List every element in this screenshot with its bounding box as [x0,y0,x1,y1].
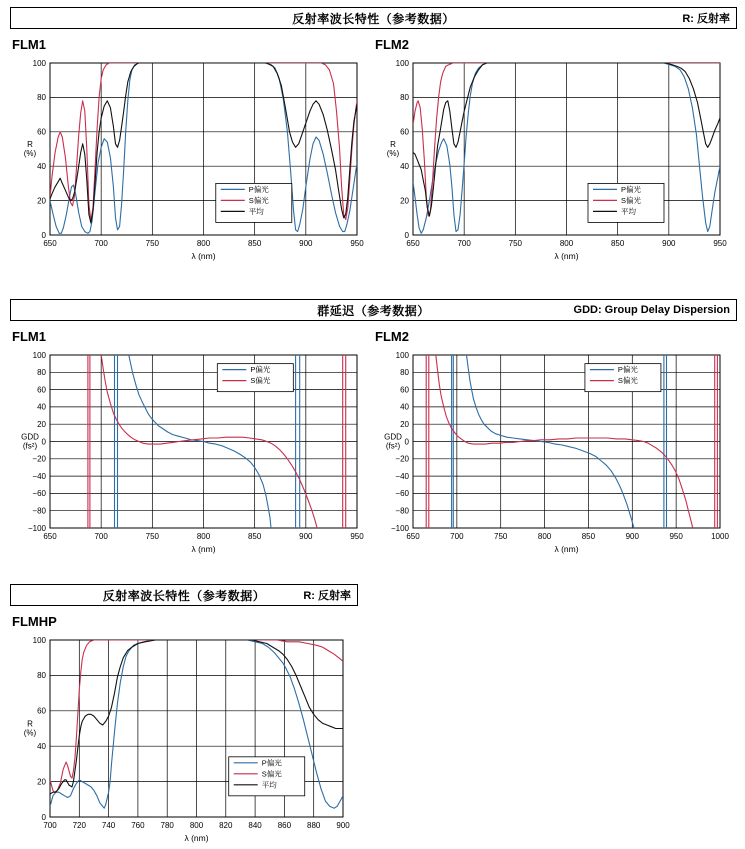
section-note: R: 反射率 [682,13,730,25]
svg-text:−80: −80 [32,506,46,516]
svg-text:S偏光: S偏光 [261,769,282,779]
svg-text:20: 20 [400,420,409,429]
section-title-bar-reflectance-bottom [10,584,358,606]
svg-text:−100: −100 [27,523,46,533]
svg-text:平均: 平均 [248,206,264,216]
svg-text:780: 780 [160,821,174,830]
svg-text:P偏光: P偏光 [261,758,282,768]
svg-text:λ (nm): λ (nm) [191,251,216,261]
svg-text:820: 820 [219,821,233,830]
svg-text:40: 40 [37,162,46,171]
section-title-bar-reflectance-top [10,7,737,29]
svg-text:60: 60 [37,706,46,716]
svg-text:880: 880 [307,821,321,830]
flm2-reflectance-plot [373,53,736,267]
svg-text:0: 0 [41,812,46,822]
section-note: R: 反射率 [303,590,351,602]
svg-text:(fs²): (fs²) [385,441,401,451]
svg-text:40: 40 [37,742,46,751]
svg-text:−20: −20 [395,454,409,464]
datasheet-page [0,7,745,849]
svg-text:80: 80 [400,93,409,103]
svg-text:λ (nm): λ (nm) [554,251,579,261]
chart-label: FLM2 [375,37,409,52]
chart-flmhp-reflectance [10,614,359,849]
svg-text:700: 700 [43,821,57,830]
svg-text:750: 750 [508,239,523,248]
svg-text:850: 850 [247,532,262,541]
svg-text:60: 60 [400,385,409,395]
svg-text:700: 700 [94,239,108,248]
svg-text:100: 100 [32,58,46,68]
svg-text:1000: 1000 [711,532,729,541]
svg-text:0: 0 [404,437,409,447]
gdd-chart-row [10,329,735,560]
svg-text:850: 850 [610,239,625,248]
svg-text:20: 20 [400,196,409,206]
flm2-gdd-plot [373,345,736,560]
svg-text:0: 0 [41,230,46,240]
svg-text:900: 900 [336,821,350,830]
svg-text:840: 840 [248,821,262,830]
svg-text:40: 40 [37,402,46,412]
svg-text:650: 650 [43,532,57,541]
svg-text:60: 60 [37,127,46,137]
svg-text:80: 80 [400,368,409,378]
svg-text:750: 750 [145,239,160,248]
svg-text:(%): (%) [386,149,400,158]
svg-text:850: 850 [247,239,262,248]
svg-text:860: 860 [277,821,292,830]
svg-text:900: 900 [299,239,313,248]
svg-text:20: 20 [37,196,46,206]
svg-text:GDD: GDD [21,432,39,442]
svg-text:650: 650 [406,239,420,248]
chart-flm1-gdd [10,329,373,560]
svg-text:0: 0 [404,230,409,240]
svg-text:20: 20 [37,420,46,429]
svg-text:100: 100 [395,58,409,68]
svg-text:平均: 平均 [620,206,636,216]
section-title: 反射率波长特性（参考数据） [102,588,266,603]
svg-text:λ (nm): λ (nm) [184,833,209,843]
svg-text:750: 750 [494,532,508,541]
svg-text:P偏光: P偏光 [617,365,638,375]
svg-text:R: R [27,140,33,149]
svg-text:40: 40 [400,402,409,412]
chart-label: FLMHP [12,614,57,629]
svg-text:P偏光: P偏光 [250,365,271,375]
svg-text:−40: −40 [395,471,409,481]
svg-text:700: 700 [457,239,471,248]
svg-text:0: 0 [41,437,46,447]
svg-text:R: R [390,140,396,149]
section-title-bar-gdd [10,299,737,321]
svg-text:80: 80 [37,368,46,378]
svg-text:950: 950 [713,239,727,248]
svg-text:950: 950 [350,532,364,541]
svg-text:800: 800 [196,239,211,248]
svg-text:P偏光: P偏光 [620,184,642,194]
chart-label: FLM1 [12,329,46,344]
svg-text:P偏光: P偏光 [248,184,269,194]
svg-text:−20: −20 [32,454,46,464]
flm1-gdd-plot [10,345,373,560]
flmhp-chart-row [10,614,735,849]
svg-text:650: 650 [406,532,420,541]
svg-text:60: 60 [37,385,46,395]
chart-flm2-gdd [373,329,736,560]
svg-text:−80: −80 [395,506,409,516]
svg-text:−100: −100 [390,523,409,533]
svg-text:R: R [27,719,33,729]
svg-text:100: 100 [32,635,46,645]
svg-text:(%): (%) [23,149,37,158]
svg-text:λ (nm): λ (nm) [554,544,579,554]
svg-text:100: 100 [395,350,409,360]
svg-text:(fs²): (fs²) [22,441,38,451]
svg-text:S偏光: S偏光 [617,376,638,386]
svg-text:S偏光: S偏光 [250,376,271,386]
svg-text:20: 20 [37,777,46,787]
svg-text:80: 80 [37,93,46,103]
svg-text:700: 700 [94,532,108,541]
reflectance-chart-row [10,37,735,267]
svg-text:760: 760 [131,821,145,830]
flmhp-reflectance-plot [10,630,359,849]
svg-text:−40: −40 [32,471,46,481]
svg-text:950: 950 [350,239,364,248]
section-title: 群延迟（参考数据） [317,303,430,318]
chart-label: FLM2 [375,329,409,344]
svg-text:−60: −60 [32,489,46,499]
section-note: GDD: Group Delay Dispersion [573,304,730,316]
svg-text:750: 750 [145,532,160,541]
svg-text:60: 60 [400,127,409,137]
svg-text:800: 800 [537,532,552,541]
svg-text:80: 80 [37,671,46,681]
svg-text:740: 740 [101,821,116,830]
svg-text:800: 800 [189,821,204,830]
svg-text:S偏光: S偏光 [248,195,269,205]
svg-text:950: 950 [669,532,683,541]
svg-text:900: 900 [299,532,313,541]
chart-flm2-reflectance [373,37,736,267]
flm1-reflectance-plot [10,53,373,267]
svg-text:100: 100 [32,350,46,360]
svg-text:800: 800 [196,532,211,541]
svg-text:900: 900 [625,532,639,541]
svg-text:720: 720 [72,821,86,830]
svg-text:40: 40 [400,162,409,171]
svg-text:800: 800 [559,239,574,248]
svg-text:S偏光: S偏光 [620,195,642,205]
svg-text:λ (nm): λ (nm) [191,544,216,554]
section-title: 反射率波长特性（参考数据） [292,11,455,26]
svg-text:650: 650 [43,239,57,248]
chart-label: FLM1 [12,37,46,52]
svg-text:700: 700 [450,532,464,541]
svg-text:(%): (%) [23,728,37,738]
svg-text:−60: −60 [395,489,409,499]
svg-text:900: 900 [662,239,676,248]
svg-text:平均: 平均 [261,780,277,790]
chart-flm1-reflectance [10,37,373,267]
svg-text:GDD: GDD [384,432,402,442]
svg-text:850: 850 [581,532,596,541]
